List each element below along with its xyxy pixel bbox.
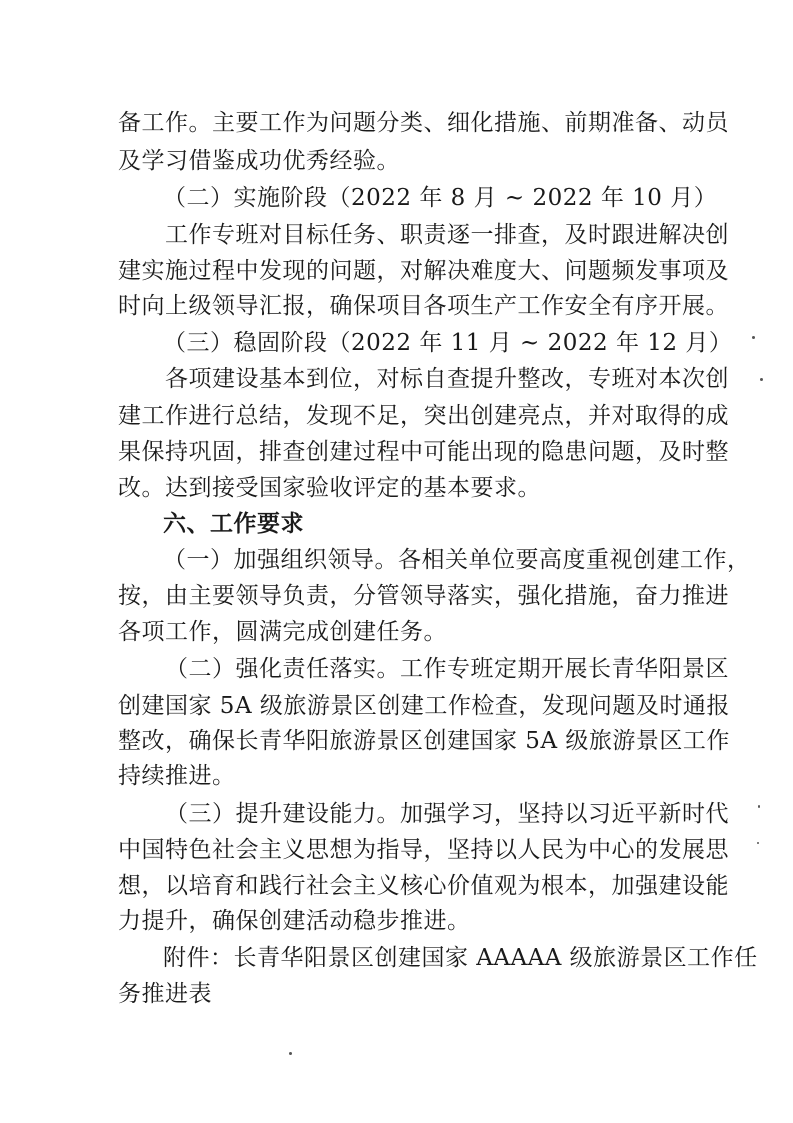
paragraph-line: 持续推进。 [118,763,236,789]
paragraph-line: 各项工作，圆满完成创建任务。 [118,619,447,645]
paragraph-line: 各项建设基本到位，对标自查提升整改，专班对本次创 [165,366,729,392]
paragraph-line: 想，以培育和践行社会主义核心价值观为根本，加强建设能 [118,873,729,899]
paragraph-line: 力提升，确保创建活动稳步推进。 [118,908,471,934]
paragraph-line: （一）加强组织领导。各相关单位要高度重视创建工作， [163,547,751,573]
paragraph-line: 整改，确保长青华阳旅游景区创建国家 5A 级旅游景区工作 [118,728,730,754]
section-heading: （三）稳固阶段（2022 年 11 月 ~ 2022 年 12 月） [163,330,733,356]
scan-speck [752,336,755,339]
paragraph-line: 改。达到接受国家验收评定的基本要求。 [118,475,541,501]
paragraph-line: 果保持巩固，排查创建过程中可能出现的隐患问题，及时整 [118,439,729,465]
paragraph-line: 工作专班对目标任务、职责逐一排查，及时跟进解决创 [165,222,729,248]
paragraph-line: （三）提升建设能力。加强学习，坚持以习近平新时代 [165,801,729,827]
scan-speck [757,842,759,844]
attachment-line: 务推进表 [118,981,212,1007]
paragraph-line: 建实施过程中发现的问题，对解决难度大、问题频发事项及 [118,258,729,284]
paragraph-line: （二）强化责任落实。工作专班定期开展长青华阳景区 [165,656,729,682]
paragraph-line: 按，由主要领导负责，分管领导落实，强化措施，奋力推进 [118,583,729,609]
chapter-heading: 六、工作要求 [163,511,304,537]
paragraph-line: 时向上级领导汇报，确保项目各项生产工作安全有序开展。 [118,293,729,319]
scan-speck [758,805,760,808]
section-heading: （二）实施阶段（2022 年 8 月 ~ 2022 年 10 月） [163,185,718,211]
paragraph-line: 及学习借鉴成功优秀经验。 [118,148,400,174]
paragraph-line: 创建国家 5A 级旅游景区创建工作检查，发现问题及时通报 [118,693,730,719]
scan-speck [760,378,763,381]
attachment-line: 附件：长青华阳景区创建国家 AAAAA 级旅游景区工作任 [163,945,758,971]
scan-speck [289,1052,292,1055]
paragraph-line: 中国特色社会主义思想为指导，坚持以人民为中心的发展思 [118,837,729,863]
paragraph-line: 备工作。主要工作为问题分类、细化措施、前期准备、动员 [118,110,729,136]
paragraph-line: 建工作进行总结，发现不足，突出创建亮点，并对取得的成 [118,403,729,429]
